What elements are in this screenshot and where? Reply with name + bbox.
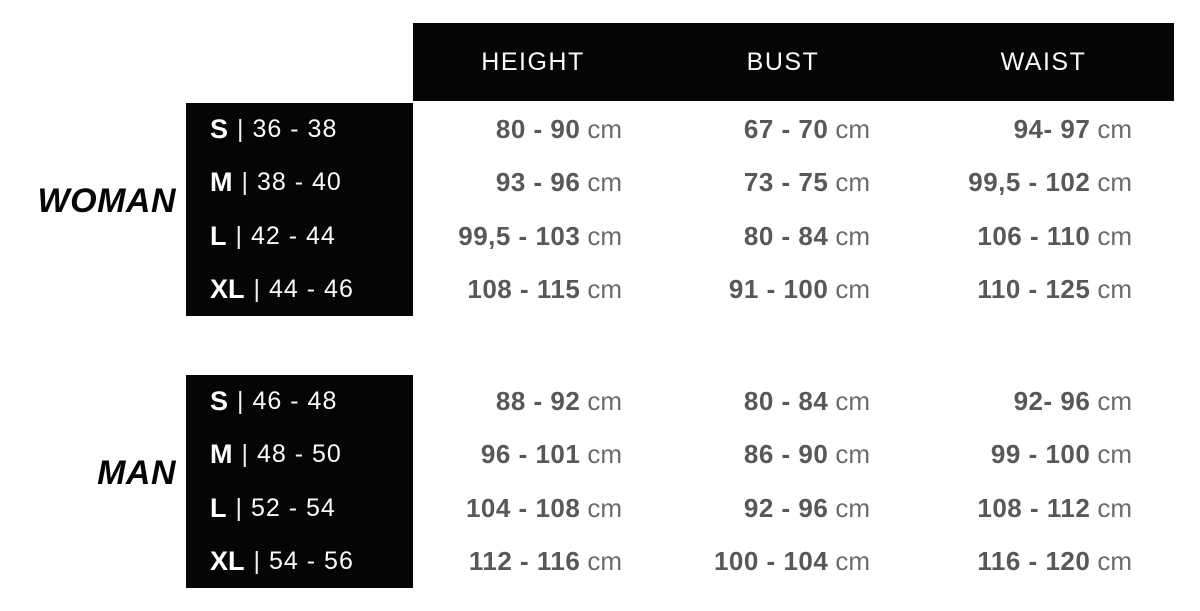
height-cell: [413, 210, 653, 263]
unit-label: cm: [587, 167, 622, 198]
unit-label: cm: [587, 492, 622, 523]
size-range: 54 - 56: [269, 546, 354, 575]
unit-label: cm: [1097, 273, 1132, 304]
bust-value: 80 - 84: [743, 220, 829, 251]
bust-cell: [653, 375, 913, 428]
unit-label: cm: [587, 545, 622, 576]
size-label: XL: [210, 273, 245, 304]
height-value: 104 - 108: [465, 492, 581, 523]
measurements-woman: [413, 103, 1174, 316]
height-cell: [413, 482, 653, 535]
height-value: 88 - 92: [495, 386, 581, 417]
bust-cell: [653, 210, 913, 263]
size-separator: |: [253, 546, 261, 575]
unit-label: cm: [835, 167, 870, 198]
size-row-woman-s: [186, 103, 413, 156]
unit-label: cm: [835, 439, 870, 470]
size-row-man-s: [186, 375, 413, 428]
size-separator: |: [241, 168, 248, 197]
height-value: 93 - 96: [495, 167, 581, 198]
unit-label: cm: [1097, 220, 1132, 251]
size-range: 36 - 38: [252, 115, 338, 144]
height-cell: [413, 156, 653, 209]
size-row-man-xl: [186, 535, 413, 588]
waist-value: 92- 96: [1013, 386, 1091, 417]
size-label: L: [210, 492, 227, 523]
height-cell: [413, 103, 653, 156]
bust-cell: [653, 482, 913, 535]
unit-label: cm: [587, 114, 622, 145]
waist-value: 116 - 120: [977, 545, 1091, 576]
bust-value: 67 - 70: [743, 114, 829, 145]
waist-cell: [913, 156, 1174, 209]
size-range: 52 - 54: [251, 493, 336, 522]
size-label: S: [210, 386, 229, 417]
bust-value: 86 - 90: [743, 439, 829, 470]
height-value: 112 - 116: [468, 545, 581, 576]
size-label: M: [210, 439, 233, 470]
unit-label: cm: [587, 439, 622, 470]
waist-cell: [913, 375, 1174, 428]
size-range: 38 - 40: [257, 168, 342, 197]
height-value: 80 - 90: [495, 114, 581, 145]
size-box-woman: [186, 103, 413, 316]
height-value: 99,5 - 103: [458, 220, 581, 251]
bust-value: 80 - 84: [743, 386, 829, 417]
size-separator: |: [253, 274, 261, 303]
height-cell: [413, 428, 653, 481]
size-separator: |: [237, 115, 244, 144]
unit-label: cm: [835, 220, 870, 251]
unit-label: cm: [587, 386, 622, 417]
bust-cell: [653, 535, 913, 588]
bust-cell: [653, 428, 913, 481]
column-header-bust: BUST: [746, 47, 820, 76]
measurements-man: [413, 375, 1174, 588]
size-range: 42 - 44: [251, 221, 336, 250]
height-cell: [413, 375, 653, 428]
size-row-man-l: [186, 482, 413, 535]
section-label-man: MAN: [97, 454, 176, 492]
unit-label: cm: [835, 545, 870, 576]
unit-label: cm: [835, 114, 870, 145]
unit-label: cm: [1097, 114, 1132, 145]
unit-label: cm: [1097, 386, 1132, 417]
section-label-woman: WOMAN: [37, 182, 176, 220]
size-label: L: [210, 220, 227, 251]
bust-cell: [653, 263, 913, 316]
unit-label: cm: [835, 492, 870, 523]
size-row-woman-xl: [186, 263, 413, 316]
column-header-waist: WAIST: [1000, 47, 1087, 76]
column-header-height: HEIGHT: [481, 47, 585, 76]
waist-value: 94- 97: [1013, 114, 1091, 145]
waist-cell: [913, 482, 1174, 535]
size-separator: |: [235, 493, 242, 522]
waist-cell: [913, 103, 1174, 156]
waist-value: 106 - 110: [977, 220, 1091, 251]
waist-cell: [913, 428, 1174, 481]
unit-label: cm: [835, 386, 870, 417]
column-header-bar: [413, 23, 1174, 101]
height-value: 96 - 101: [480, 439, 581, 470]
bust-value: 92 - 96: [743, 492, 829, 523]
bust-value: 91 - 100: [728, 273, 829, 304]
size-separator: |: [241, 440, 248, 469]
waist-cell: [913, 535, 1174, 588]
size-row-woman-m: [186, 156, 413, 209]
bust-cell: [653, 156, 913, 209]
unit-label: cm: [1097, 439, 1132, 470]
bust-cell: [653, 103, 913, 156]
size-label: S: [210, 114, 229, 145]
size-label: XL: [210, 545, 245, 576]
size-separator: |: [237, 387, 244, 416]
size-row-man-m: [186, 428, 413, 481]
waist-value: 99,5 - 102: [968, 167, 1091, 198]
height-cell: [413, 535, 653, 588]
size-range: 44 - 46: [269, 274, 354, 303]
waist-value: 110 - 125: [977, 273, 1091, 304]
unit-label: cm: [587, 220, 622, 251]
unit-label: cm: [1097, 545, 1132, 576]
bust-value: 100 - 104: [713, 545, 829, 576]
waist-cell: [913, 263, 1174, 316]
unit-label: cm: [835, 273, 870, 304]
size-label: M: [210, 167, 233, 198]
size-separator: |: [235, 221, 242, 250]
size-row-woman-l: [186, 210, 413, 263]
waist-cell: [913, 210, 1174, 263]
unit-label: cm: [1097, 492, 1132, 523]
size-range: 48 - 50: [257, 440, 342, 469]
height-cell: [413, 263, 653, 316]
bust-value: 73 - 75: [743, 167, 829, 198]
unit-label: cm: [587, 273, 622, 304]
waist-value: 108 - 112: [977, 492, 1091, 523]
size-box-man: [186, 375, 413, 588]
waist-value: 99 - 100: [990, 439, 1091, 470]
size-range: 46 - 48: [252, 387, 338, 416]
unit-label: cm: [1097, 167, 1132, 198]
height-value: 108 - 115: [467, 273, 581, 304]
